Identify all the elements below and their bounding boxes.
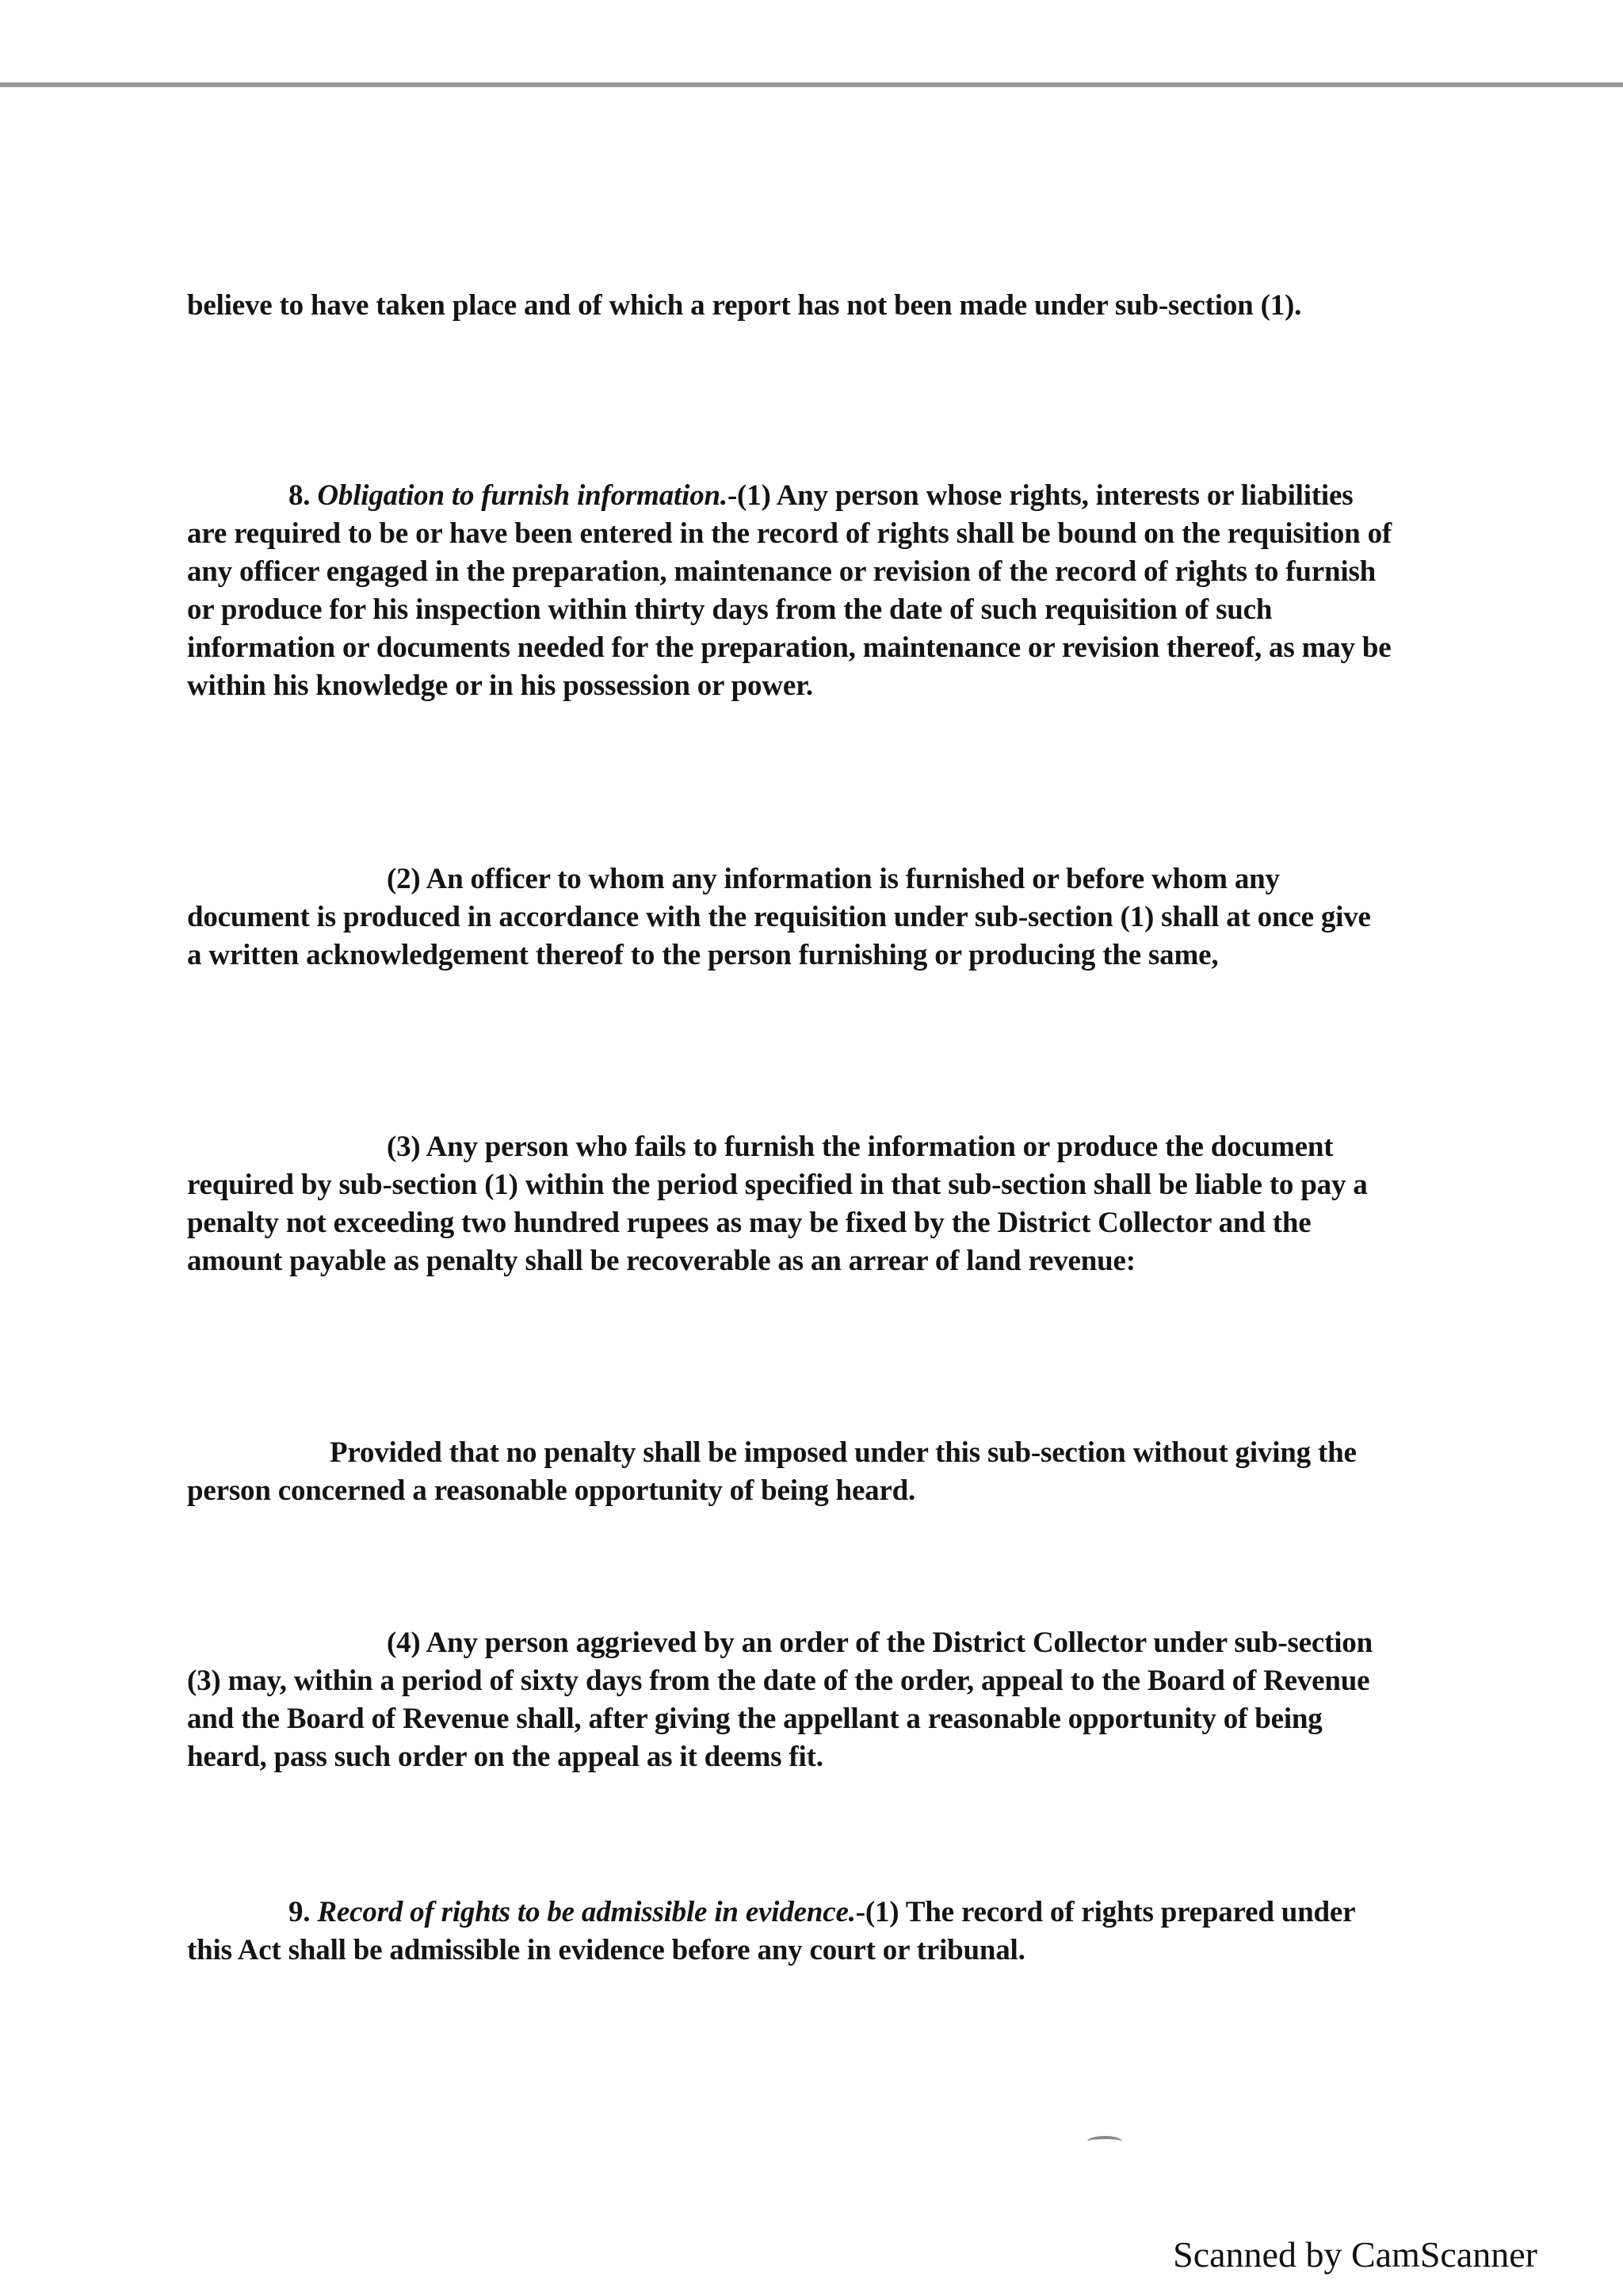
section-8-subsection-4: (4) Any person aggrieved by an order of the District Collector under sub-section (3) may, within a period of sixty days from the date of the order, appeal to the Board of Revenue and the Board of Revenue shall, after giving the appellant a reasonable opportunity of being heard, pass such order on the appeal as it deems fit. — [187, 1627, 1373, 1773]
section-8-number: 8. — [288, 479, 318, 512]
section-8-heading: Obligation to furnish information. — [317, 479, 727, 512]
continuation-text: believe to have taken place and of which a report has not been made under sub-section (1). — [187, 289, 1302, 322]
continuation-paragraph — [187, 287, 1392, 325]
section-8-subsection-2: (2) An officer to whom any information is furnished or before whom any document is produced in accordance with the requisition under sub-section (1) shall at once give a written acknowledgement thereof to the person furnishing or producing the same, — [187, 863, 1371, 971]
section-9-subsection-1: -(1) The record of rights prepared under this Act shall be admissible in evidence before any court or tribunal. — [187, 1896, 1355, 1966]
section-9-number: 9. — [288, 1896, 318, 1928]
section-9-heading: Record of rights to be admissible in evidence. — [317, 1896, 856, 1928]
section-8-subsection-4-paragraph — [187, 1624, 1392, 1776]
section-9-paragraph — [187, 1894, 1392, 1970]
top-divider-line — [0, 82, 1623, 87]
scan-smudge-mark — [1087, 2136, 1122, 2147]
section-8-subsection-1: -(1) Any person whose rights, interests or liabilities are required to be or have been entered in the record of rights shall be bound on the requisition of any officer engaged in the preparation, maintenance or revision of the record of rights to furnish or produce for his inspection within thirty days from the date of such requisition of such information or documents needed for the preparation, maintenance or revision thereof, as may be within his knowledge or in his possession or power. — [187, 479, 1392, 702]
section-8-subsection-3: (3) Any person who fails to furnish the information or produce the document required by sub-section (1) within the period specified in that sub-section shall be liable to pay a penalty not exceeding two hundred rupees as may be fixed by the District Collector and the amount payable as penalty shall be recoverable as an arrear of land revenue: — [187, 1131, 1368, 1277]
section-8-paragraph — [187, 477, 1392, 705]
section-8-subsection-2-paragraph — [187, 860, 1392, 974]
camscanner-watermark: Scanned by CamScanner — [1173, 2234, 1537, 2275]
section-8-subsection-3-paragraph — [187, 1128, 1392, 1280]
proviso-paragraph — [187, 1434, 1392, 1510]
proviso-text: Provided that no penalty shall be imposed under this sub-section without giving the person concerned a reasonable opportunity of being heard. — [187, 1436, 1357, 1507]
